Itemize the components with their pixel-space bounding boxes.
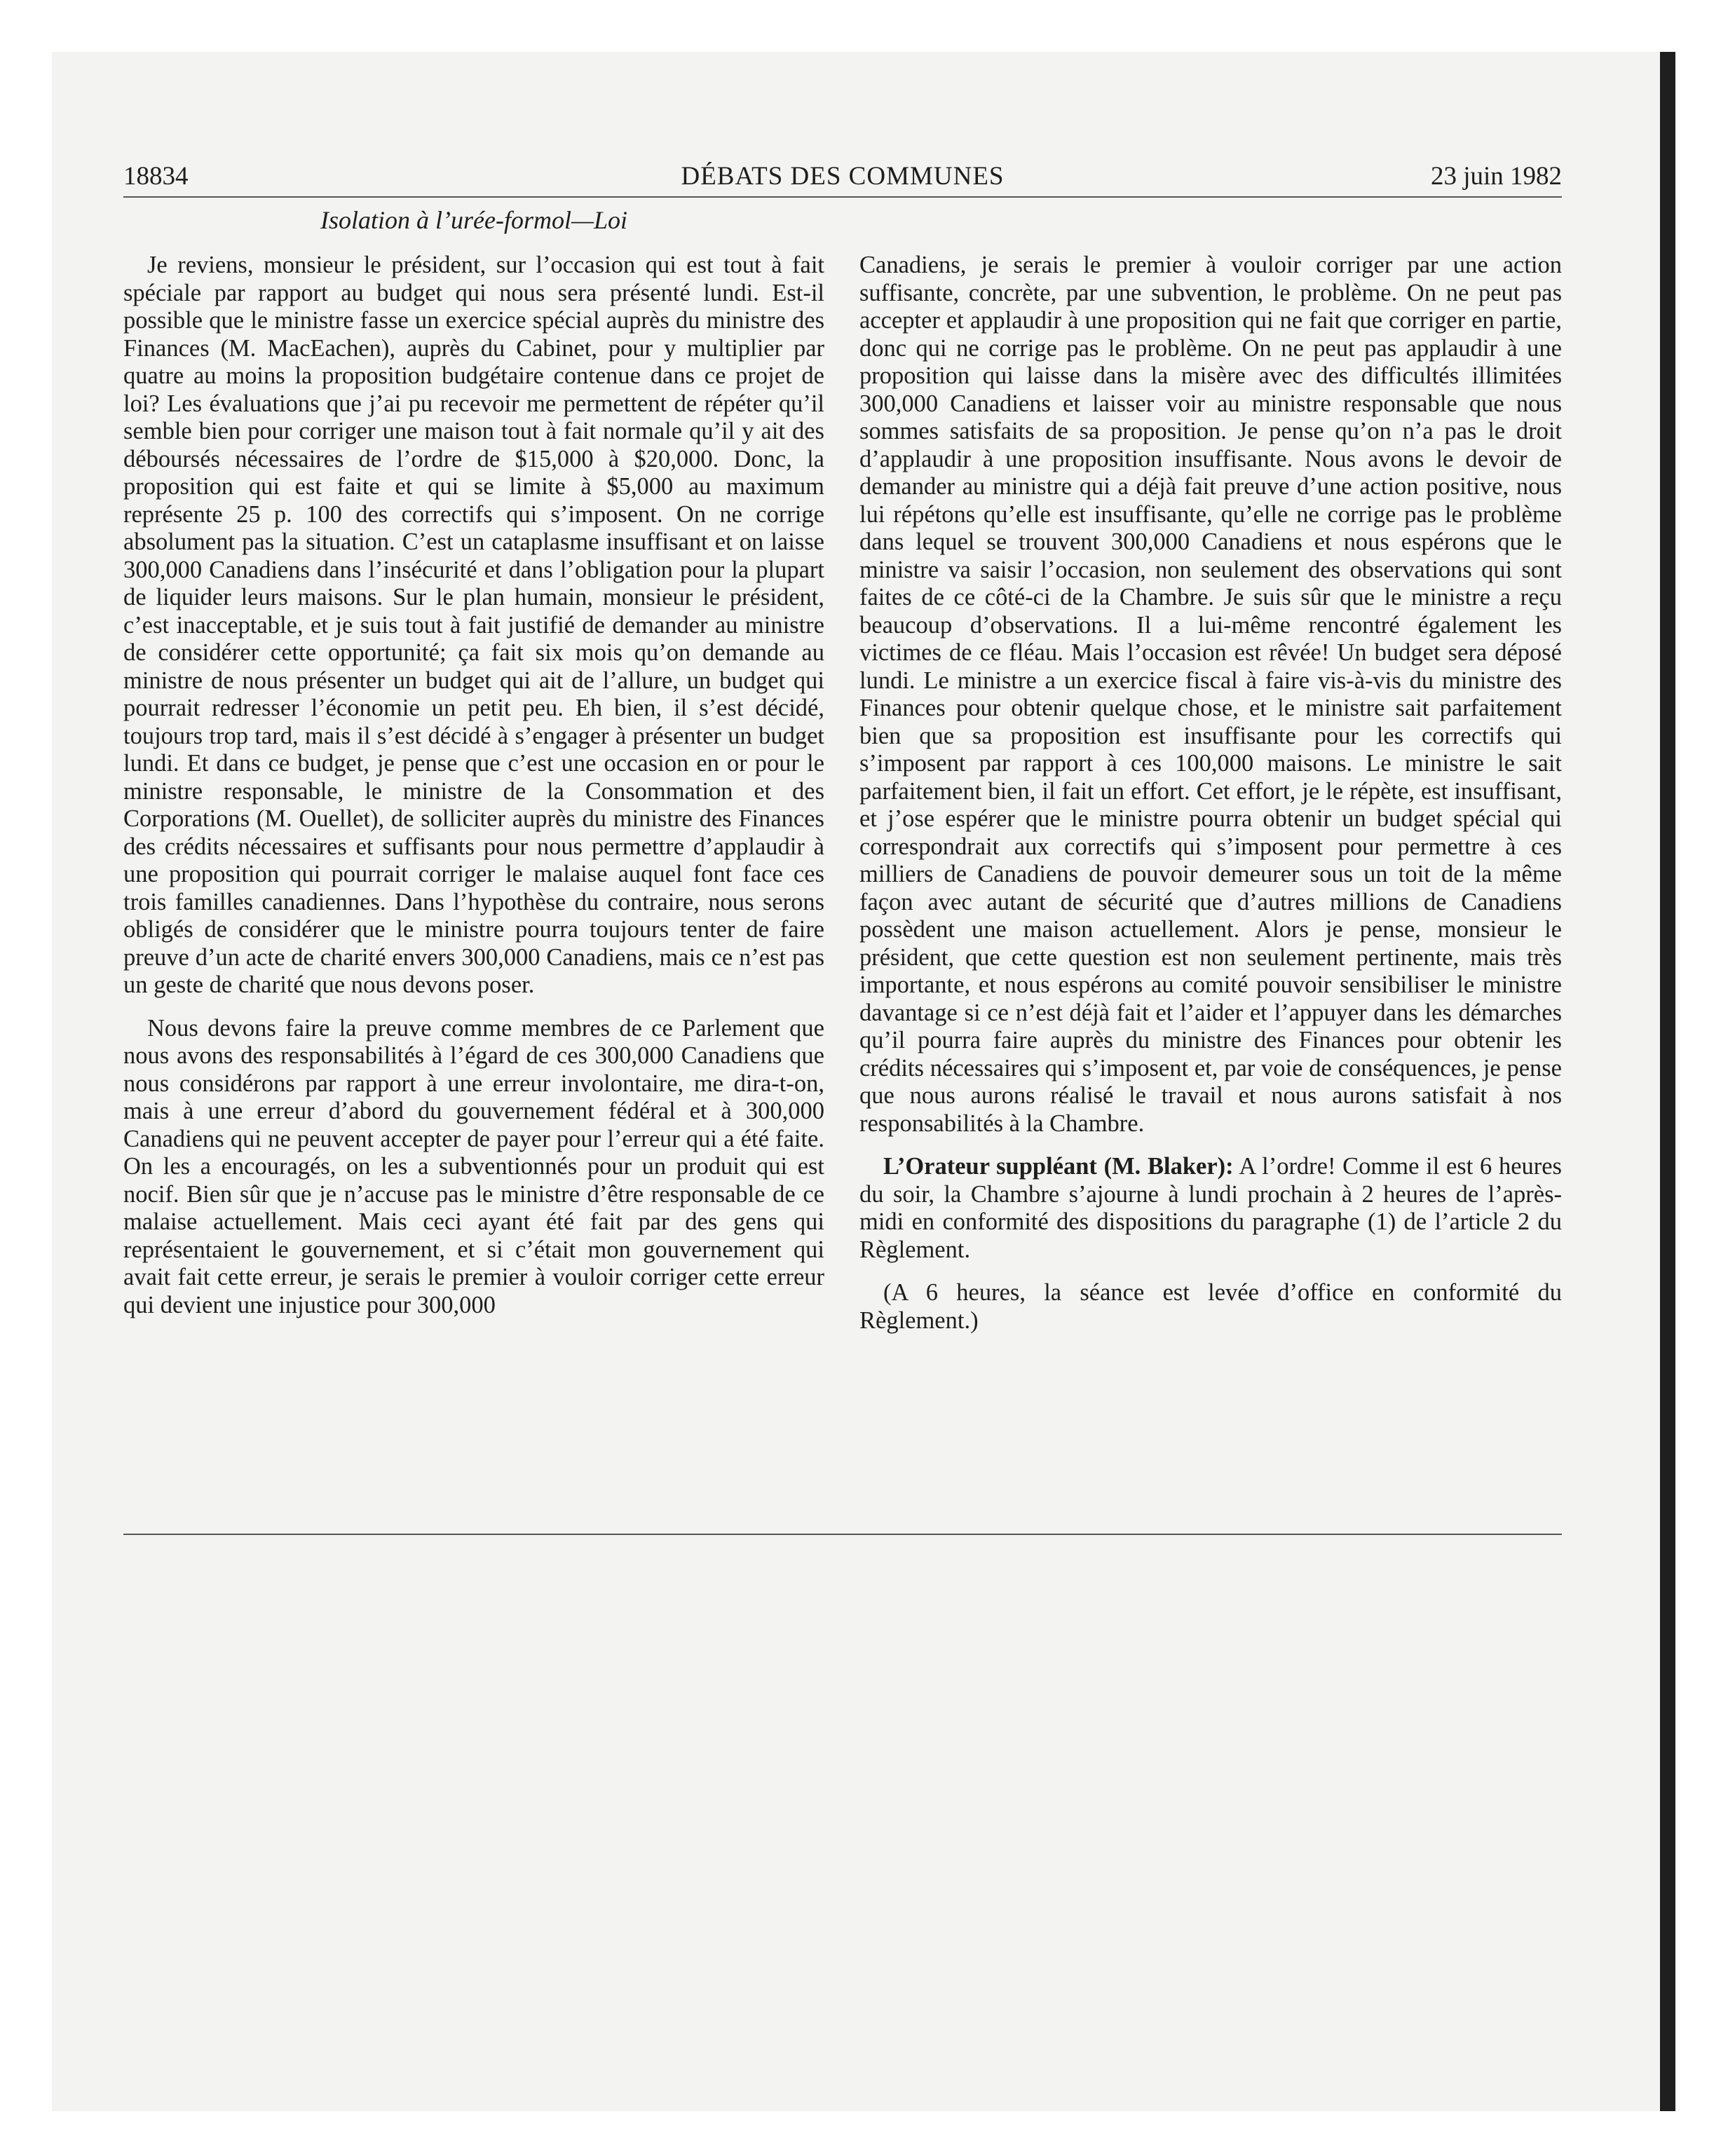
scan-edge-shadow (1660, 52, 1675, 2111)
left-paragraph-1: Je reviens, monsieur le président, sur l’occasion qui est tout à fait spéciale par rapport au budget qui nous sera présenté lundi. Est-il possible que le ministre fasse un exercice spécial auprès du ministre des Finances (M. MacEachen), auprès du Cabinet, pour y multiplier par quatre au moins la proposition budgétaire contenue dans ce projet de loi? Les évaluations que j’ai pu recevoir me permettent de répéter qu’il semble bien pour corriger une maison tout à fait normale qu’il y ait des déboursés nécessaires de l’ordre de $15,000 à $20,000. Donc, la proposition qui est faite et qui se limite à $5,000 au maximum représente 25 p. 100 des correctifs qui s’imposent. On ne corrige absolument pas la situation. C’est un cataplasme insuffisant et on laisse 300,000 Canadiens dans l’insécurité et dans l’obligation pour la plupart de liquider leurs maisons. Sur le plan humain, monsieur le président, c’est inacceptable, et je suis tout à fait justifié de demander au ministre de considérer cette opportunité; ça fait six mois qu’on demande au ministre de nous présenter un budget qui ait de l’allure, un budget qui pourrait redresser l’économie un petit peu. Eh bien, il s’est décidé, toujours trop tard, mais il s’est décidé à s’engager à présenter un budget lundi. Et dans ce budget, je pense que c’est une occasion en or pour le ministre responsable, le ministre de la Consommation et des Corporations (M. Ouellet), de solliciter auprès du ministre des Finances des crédits nécessaires et suffisants pour nous permettre d’applaudir à une proposition qui pourrait corriger le malaise auquel font face ces trois familles canadiennes. Dans l’hypothèse du contraire, nous serons obligés de considérer que le ministre pourra toujours tenter de faire preuve d’un acte de charité envers 300,000 Canadiens, mais ce n’est pas un geste de charité que nous devons poser. (123, 252, 824, 998)
page-header (123, 158, 1562, 195)
left-column (123, 252, 824, 1319)
speaker-paragraph (859, 1153, 1562, 1264)
right-paragraph-1: Canadiens, je serais le premier à vouloir corriger par une action suffisante, concrète, par une subvention, le problème. On ne peut pas accepter et applaudir à une proposition qui ne fait que corriger en partie, donc qui ne corrige pas le problème. On ne peut pas applaudir à une proposition qui laisse dans la misère avec des difficultés illimitées 300,000 Canadiens et laisser voir au ministre responsable que nous sommes satisfaits de sa proposition. Je pense qu’on n’a pas le droit d’applaudir à une proposition insuffisante. Nous avons le devoir de demander au ministre qui a déjà fait preuve d’une action positive, nous lui répétons qu’elle est insuffisante, qu’elle ne corrige pas le problème dans lequel se trouvent 300,000 Canadiens et nous espérons que le ministre va saisir l’occasion, non seulement des observations qui sont faites de ce côté-ci de la Chambre. Je suis sûr que le ministre a reçu beaucoup d’observations. Il a lui-même rencontré également les victimes de ce fléau. Mais l’occasion est rêvée! Un budget sera déposé lundi. Le ministre a un exercice fiscal à faire vis-à-vis du ministre des Finances pour obtenir quelque chose, et le ministre sait parfaitement bien que sa proposition est insuffisante pour les correctifs qui s’imposent par rapport à ces 100,000 maisons. Le ministre le sait parfaitement bien, il fait un effort. Cet effort, je le répète, est insuffisant, et j’ose espérer que le ministre pourra obtenir un budget spécial qui correspondrait aux correctifs qui s’imposent pour permettre à ces milliers de Canadiens de pouvoir demeurer sous un toit de la même façon avec autant de sécurité que d’autres millions de Canadiens possèdent une maison actuellement. Alors je pense, monsieur le président, que cette question est non seulement pertinente, mais très importante, et nous espérons au comité pouvoir sensibiliser le ministre davantage si ce n’est déjà fait et l’aider et l’appuyer dans les démarches qu’il pourra faire auprès du ministre des Finances pour obtenir les crédits nécessaires qui s’imposent et, par voie de conséquences, je pense que nous aurons réalisé le travail et nous aurons satisfait à nos responsabilités à la Chambre. (859, 252, 1562, 1137)
speaker-text: A l’ordre! Comme il est 6 heures du soir, la Chambre s’ajourne à lundi prochain à 2 heures de l’après-midi en conformité des dispositions du paragraphe (1) de l’article 2 du Règlement. (859, 1153, 1562, 1263)
footer-rule (123, 1534, 1562, 1535)
right-paragraph-3: (A 6 heures, la séance est levée d’office en conformité du Règlement.) (859, 1279, 1562, 1334)
left-paragraph-2: Nous devons faire la preuve comme membres de ce Parlement que nous avons des responsabilités à l’égard de ces 300,000 Canadiens que nous considérons par rapport à une erreur involontaire, me dira-t-on, mais à une erreur d’abord du gouvernement fédéral et à 300,000 Canadiens qui ne peuvent accepter de payer pour l’erreur qui a été faite. On les a encouragés, on les a subventionnés pour un produit qui est nocif. Bien sûr que je n’accuse pas le ministre d’être responsable de ce malaise actuellement. Mais ceci ayant été fait par des gens qui représentaient le gouvernement, et si c’était mon gouvernement qui avait fait cette erreur, je serais le premier à vouloir corriger cette erreur qui devient une injustice pour 300,000 (123, 1014, 824, 1318)
section-title: Isolation à l’urée-formol—Loi (320, 206, 627, 234)
publication-title: DÉBATS DES COMMUNES (681, 162, 1005, 191)
page-date: 23 juin 1982 (1430, 162, 1562, 191)
header-rule (123, 196, 1562, 198)
speaker-name: L’Orateur suppléant (M. Blaker): (883, 1153, 1234, 1180)
right-column (859, 252, 1562, 1335)
page-number: 18834 (123, 162, 189, 191)
